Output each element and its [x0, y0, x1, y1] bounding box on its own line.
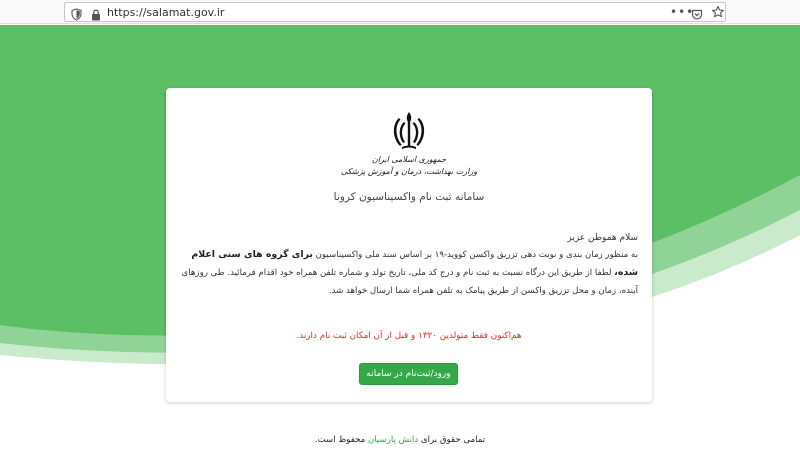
lock-icon[interactable] [91, 6, 101, 25]
copyright-footer [0, 435, 800, 445]
footer-link[interactable]: دانش پارسیان [367, 435, 419, 445]
url-text[interactable]: https://salamat.gov.ir [107, 6, 225, 19]
footer-suffix: محفوظ است. [314, 435, 368, 445]
iran-emblem-icon [390, 110, 428, 154]
address-bar[interactable] [64, 2, 726, 22]
system-title: سامانه ثبت نام واکسیناسیون کرونا [333, 191, 485, 203]
registration-card [166, 88, 652, 402]
dots-icon[interactable]: ••• [670, 5, 695, 19]
shield-icon[interactable] [71, 6, 82, 25]
instructions-text [176, 246, 638, 300]
emblem-line-1: جمهوری اسلامی ایران [371, 155, 447, 164]
browser-toolbar [0, 0, 800, 24]
greeting-text: سلام هموطن عزیز [567, 233, 638, 243]
login-register-button[interactable]: ورود/ثبت‌نام در سامانه [359, 363, 458, 385]
pocket-icon[interactable] [691, 6, 703, 25]
emblem-line-2: وزارت بهداشت، درمان و آموزش پزشکی [340, 167, 478, 176]
eligibility-notice: هم‌اکنون فقط متولدین ۱۳۲۰ و قبل از آن امکان ثبت نام دارند. [296, 331, 522, 341]
instructions-emphasis: برای گروه های سنی اعلام شده، [191, 249, 638, 278]
instructions-part-2: لطفا از طریق این درگاه نسبت به ثبت نام و درج کد ملی، تاریخ تولد و شماره تلفن همراه خود اقدام فرمائید. طی روزهای آینده، زمان و محل تزریق واکسن از طریق پیامک به تلفن همراه شما ارسال خواهد شد. [181, 268, 638, 296]
star-icon[interactable] [711, 4, 725, 23]
footer-prefix: تمامی حقوق برای [418, 435, 486, 445]
instructions-part-1: به منظور زمان بندی و نوبت دهی تزریق واکسن کووید-۱۹ بر اساس سند ملی واکسیناسیون [312, 250, 638, 260]
